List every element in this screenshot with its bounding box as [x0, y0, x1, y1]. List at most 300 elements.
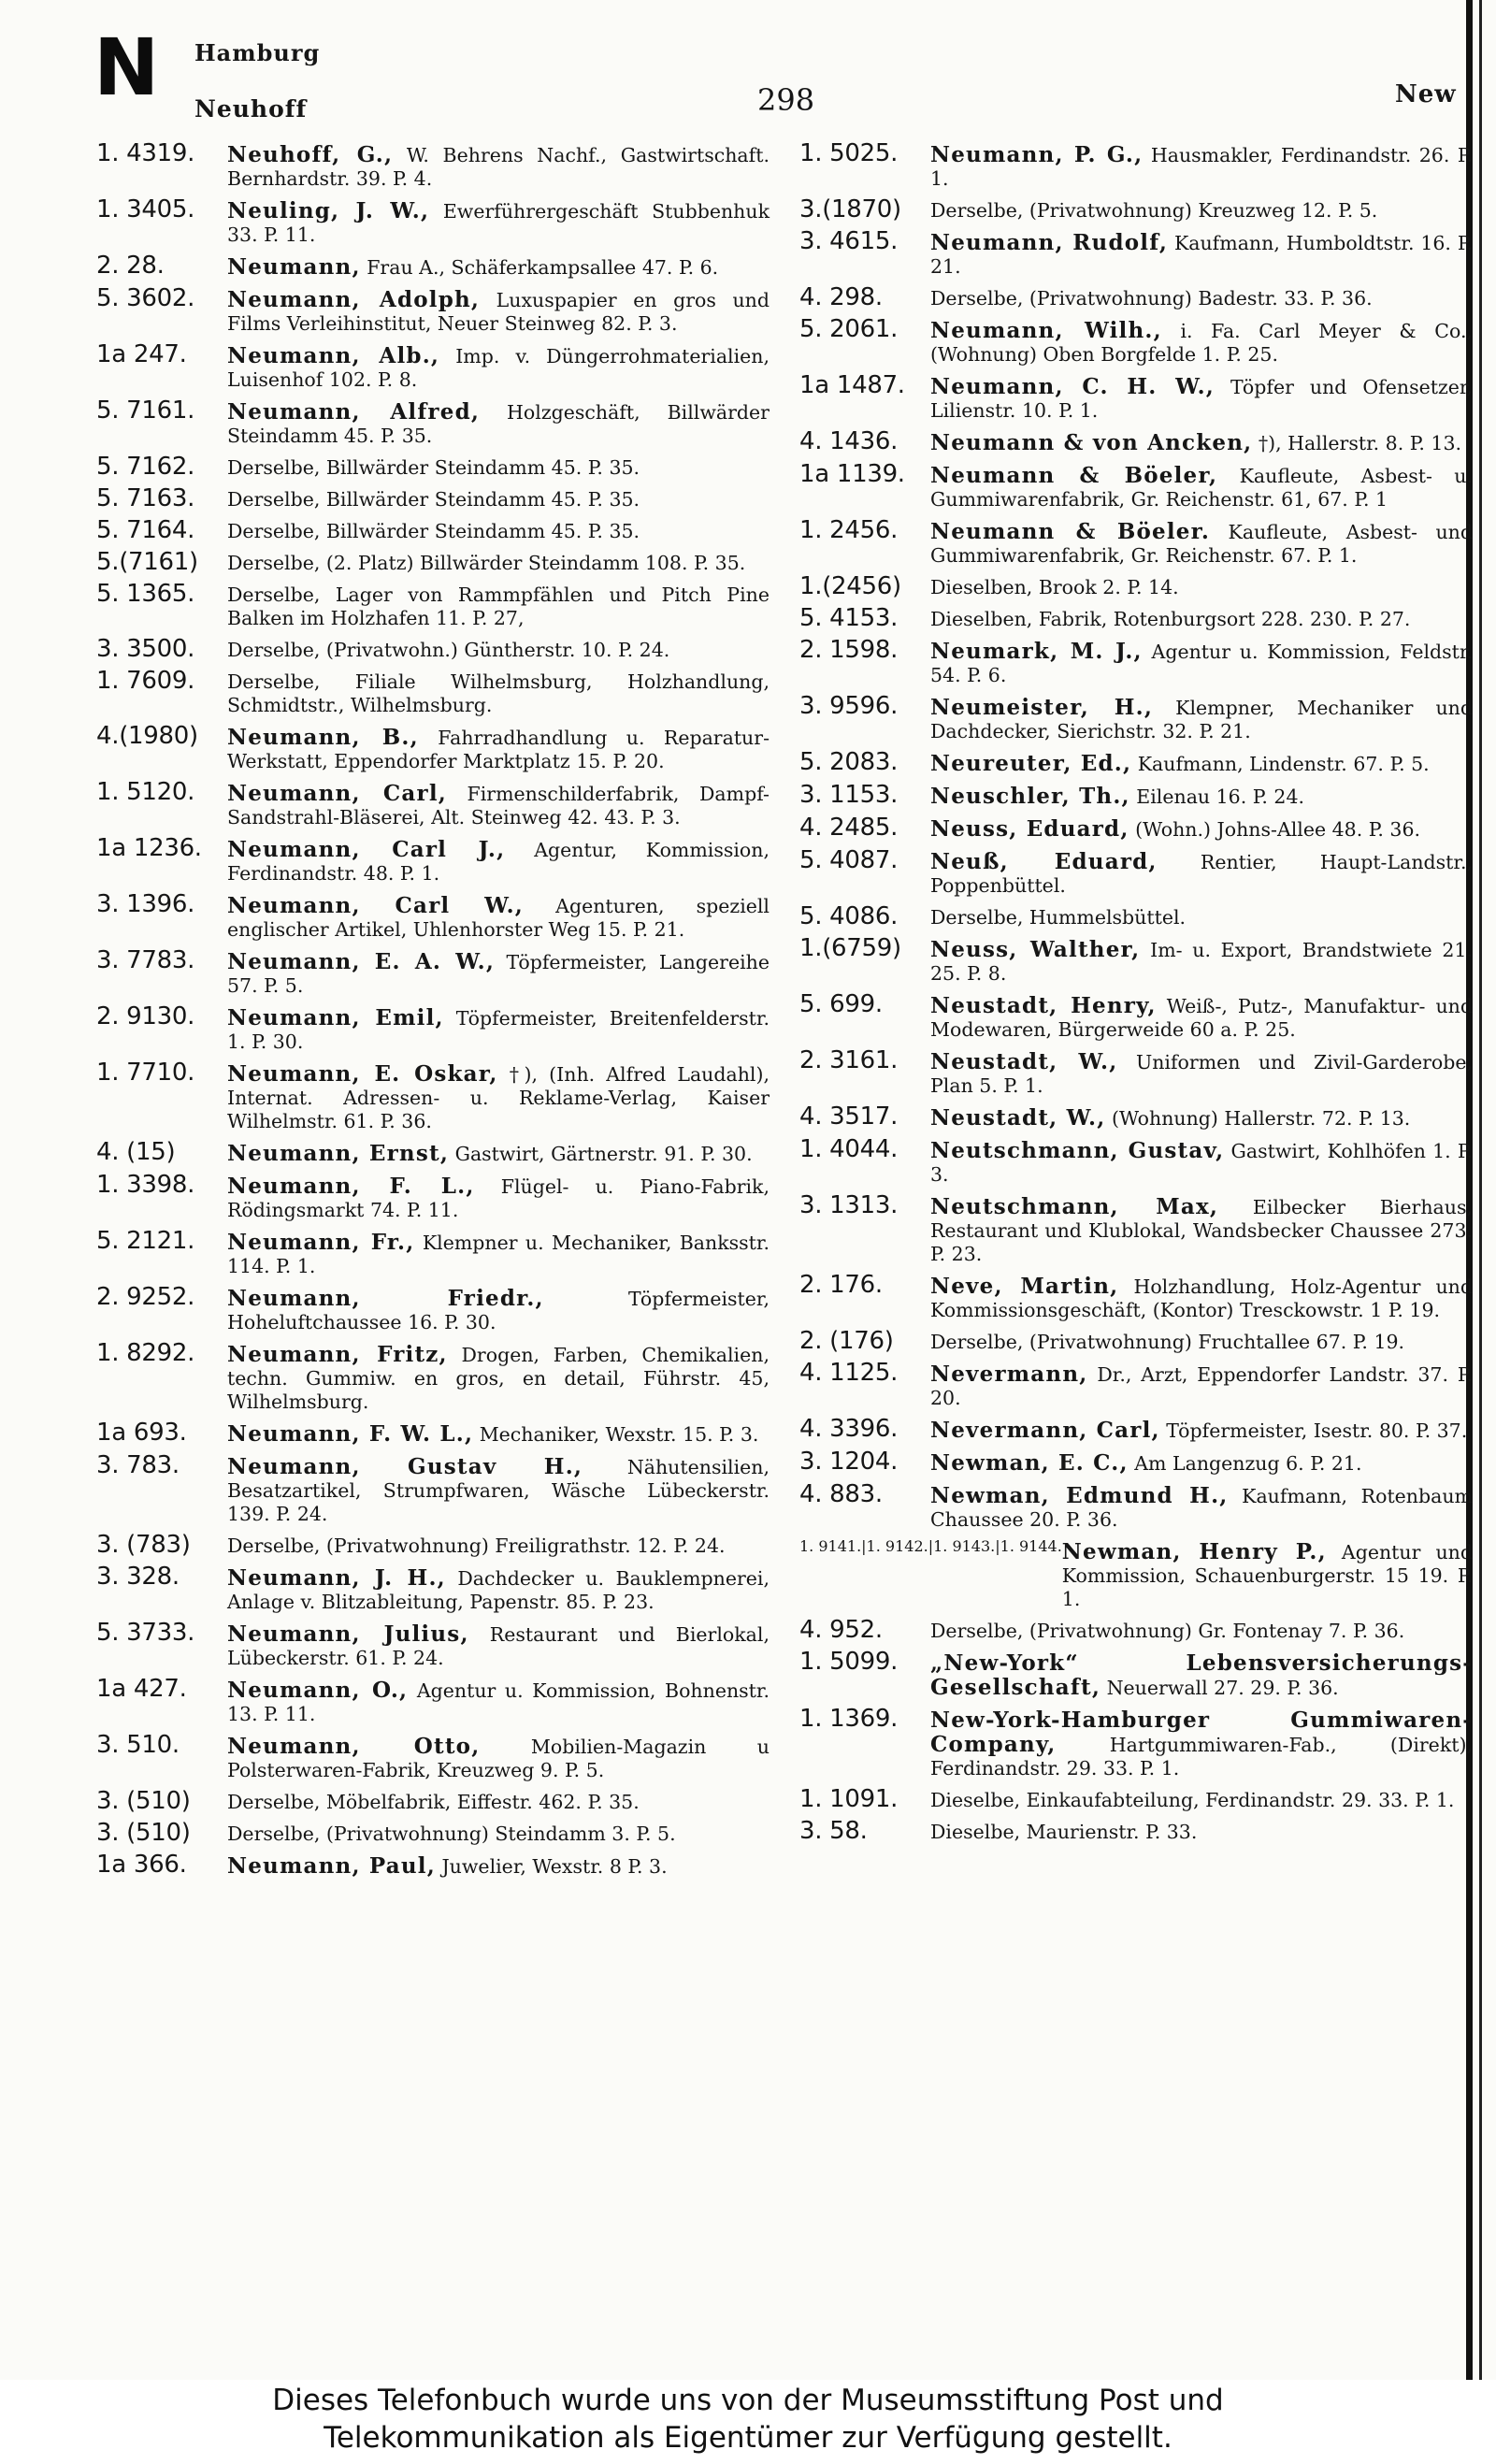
entry-text [227, 252, 770, 280]
phone-number: 1. 4044. [799, 1135, 899, 1163]
subscriber-name: Neumann, O., [227, 1678, 409, 1703]
phone-number: 1. 5120. [96, 778, 195, 806]
directory-entry [96, 1820, 770, 1846]
directory-entry [96, 1003, 770, 1054]
phone-number: 5. 7163. [96, 484, 195, 512]
phone-number: 5. 2061. [799, 315, 899, 343]
phone-number: 5. 4087. [799, 846, 899, 874]
entry-details: Eilenau 16. P. 24. [1136, 785, 1305, 808]
directory-entry [799, 1360, 1473, 1410]
entry-details: Kaufmann, Lindenstr. 67. P. 5. [1137, 753, 1430, 775]
entry-text [930, 847, 1473, 898]
entry-details: Kaufmann, Rotenbaum Chaussee 20. P. 36. [930, 1485, 1473, 1531]
entry-text [227, 1563, 770, 1614]
phone-number: 1. 5099. [799, 1648, 899, 1676]
entry-details: Kaufleute, Asbest- u. Gummiwarenfabrik, Gr. Reichenstr. 61, 67. P. 1 [930, 465, 1473, 511]
subscriber-name: Neumann, Adolph, [227, 287, 481, 312]
phone-number: 5. 7164. [96, 516, 195, 544]
entry-details: Gastwirt, Kohlhöfen 1. P. 3. [930, 1140, 1473, 1186]
subscriber-name: Neumann, F. W. L., [227, 1421, 474, 1447]
directory-entry [799, 1448, 1473, 1476]
phone-number: 3. (510) [96, 1819, 191, 1847]
entry-details: Töpfermeister, Langereihe 57. P. 5. [227, 951, 770, 997]
directory-entry [96, 1732, 770, 1782]
entry-details: Derselbe, (Privatwohnung) Badestr. 33. P. 36. [930, 287, 1373, 310]
entry-text [930, 196, 1473, 223]
entry-details: Firmenschilderfabrik, Dampf-Sandstrahl-Bläserei, Alt. Steinweg 42. 43. P. 3. [227, 783, 770, 829]
entry-text [227, 549, 770, 575]
phone-number: 5. 4086. [799, 902, 899, 930]
phone-number: 5. 1365. [96, 580, 195, 608]
entry-details: Luxuspapier en gros und Films Verleihinstitut, Neuer Steinweg 82. P. 3. [227, 289, 770, 335]
entry-details: Flügel- u. Piano-Fabrik, Rödingsmarkt 74. P. 11. [227, 1175, 770, 1221]
phone-number: 2. 1598. [799, 636, 899, 664]
phone-number: 3. 58. [799, 1817, 868, 1845]
footer-notice [0, 2380, 1496, 2464]
entry-details: Mobilien-Magazin u Polsterwaren-Fabrik, Kreuzweg 9. P. 5. [227, 1736, 770, 1781]
entry-text [930, 228, 1473, 279]
directory-entry [799, 935, 1473, 986]
phone-number: 1. 8292. [96, 1339, 195, 1367]
directory-entry [799, 1416, 1473, 1443]
entry-details: Uniformen und Zivil-Garderobe, Plan 5. P. 1. [930, 1051, 1473, 1097]
entry-text [930, 1328, 1473, 1354]
entry-details: Derselbe, (Privatwohnung) Steindamm 3. P. 5. [227, 1823, 676, 1845]
entry-details: Im- u. Export, Brandstwiete 21. 25. P. 8. [930, 939, 1473, 985]
directory-entry [799, 1103, 1473, 1131]
directory-entry [799, 991, 1473, 1042]
phone-number: 5. 4153. [799, 604, 899, 632]
entry-details: Mechaniker, Wexstr. 15. P. 3. [479, 1423, 759, 1446]
entry-details: Dieselben, Fabrik, Rotenburgsort 228. 230. P. 27. [930, 608, 1411, 630]
entry-details: Derselbe, (Privatwohnung) Freiligrathstr. 12. P. 24. [227, 1535, 726, 1557]
entry-text [227, 1059, 770, 1133]
subscriber-name: Neustadt, W., [930, 1105, 1106, 1131]
directory-entry [96, 1676, 770, 1726]
directory-entry [799, 1481, 1473, 1532]
directory-entry [96, 549, 770, 575]
section-letter: N [94, 22, 160, 113]
entry-text [227, 891, 770, 942]
phone-number: 3. (510) [96, 1787, 191, 1815]
subscriber-name: Nevermann, Carl, [930, 1418, 1160, 1443]
entry-details: Am Langenzug 6. P. 21. [1134, 1452, 1362, 1475]
directory-entry [96, 835, 770, 886]
entry-text [227, 1172, 770, 1222]
directory-entry [799, 1786, 1473, 1812]
entry-text [930, 1360, 1473, 1410]
directory-entry [799, 1617, 1473, 1643]
phone-number: 1a 1236. [96, 834, 202, 862]
directory-entry [799, 140, 1473, 191]
phone-number: 1a 1139. [799, 460, 905, 488]
directory-entry [96, 397, 770, 448]
phone-number: 1. 4319. [96, 139, 195, 167]
entry-text [227, 636, 770, 662]
entry-details: Kaufmann, Humboldtstr. 16. P. 21. [930, 232, 1473, 278]
entry-text [930, 1103, 1473, 1131]
phone-number: 4. 3517. [799, 1102, 899, 1131]
entry-text [227, 485, 770, 512]
phone-number: 3.(1870) [799, 195, 901, 223]
entry-text [930, 749, 1473, 776]
subscriber-name: Neumann, Otto, [227, 1734, 481, 1759]
entry-text [930, 814, 1473, 842]
entry-text [227, 1419, 770, 1447]
entry-details: Dieselbe, Maurienstr. P. 33. [930, 1821, 1198, 1843]
entry-text [227, 196, 770, 247]
directory-entry [799, 517, 1473, 568]
entry-details: Hartgummiwaren-Fab., (Direkt), Ferdinandstr. 29. 33. P. 1. [930, 1734, 1473, 1780]
phone-number: 1. 3405. [96, 195, 195, 223]
entry-text [930, 316, 1473, 367]
phone-number: 1. 1369. [799, 1705, 899, 1733]
subscriber-name: Neumann, P. G., [930, 142, 1144, 167]
entry-text [930, 1416, 1473, 1443]
subscriber-name: Neumeister, H., [930, 695, 1154, 720]
entry-details: Klempner, Mechaniker und Dachdecker, Sierichstr. 32. P. 21. [930, 697, 1473, 742]
phone-number: 3. 7783. [96, 946, 195, 974]
entry-details: Derselbe, Billwärder Steindamm 45. P. 35. [227, 488, 640, 511]
phone-number: 4. 952. [799, 1616, 883, 1644]
phone-number: 1. 9141.|1. 9142.|1. 9143.|1. 9144. [799, 1537, 1062, 1555]
entry-details: Töpfer und Ofensetzer, Lilienstr. 10. P. 1. [930, 376, 1473, 422]
entry-details: Agentur und Kommission, Schauenburgerstr. 15 19. P. 1. [1061, 1541, 1473, 1610]
entry-text [227, 1003, 770, 1054]
entry-details: Derselbe, Hummelsbüttel. [930, 906, 1187, 929]
entry-text [930, 1136, 1473, 1187]
entry-details: Derselbe, Lager von Rammpfählen und Pitch Pine Balken im Holzhafen 11. P. 27, [227, 584, 770, 629]
subscriber-name: Neutschmann, Gustav, [930, 1138, 1225, 1163]
entry-text [930, 903, 1473, 929]
directory-entry [96, 947, 770, 998]
entry-details: Derselbe, (Privatwohnung) Kreuzweg 12. P. 5. [930, 199, 1378, 222]
entry-text [930, 284, 1473, 310]
header-first-entry: Neuhoff [194, 95, 308, 122]
entry-text [227, 1452, 770, 1526]
directory-entry [96, 196, 770, 247]
phone-number: 1a 366. [96, 1851, 187, 1879]
phone-number: 4. 298. [799, 283, 883, 311]
directory-entry [96, 1852, 770, 1879]
phone-number: 4. 883. [799, 1480, 883, 1508]
entry-text [227, 1228, 770, 1278]
footer-line-2: Telekommunikation als Eigentümer zur Verfügung gestellt. [324, 2421, 1172, 2455]
subscriber-name: „New-York“ Lebensversicherungs-Gesellschaft, [930, 1650, 1473, 1700]
subscriber-name: Neve, Martin, [930, 1274, 1119, 1299]
phone-number: 1a 1487. [799, 371, 905, 399]
subscriber-name: Neumann, Fritz, [227, 1342, 448, 1367]
subscriber-name: Neumann, Carl, [227, 781, 447, 806]
entry-details: (Wohn.) Johns-Allee 48. P. 36. [1135, 818, 1421, 841]
directory-entry [96, 636, 770, 662]
subscriber-name: Neuschler, Th., [930, 784, 1130, 809]
entry-text [227, 1620, 770, 1670]
entry-text [227, 517, 770, 543]
footer-line-1: Dieses Telefonbuch wurde uns von der Museumsstiftung Post und [272, 2384, 1224, 2417]
subscriber-name: Neumann, Carl W., [227, 893, 525, 918]
subscriber-name: Newman, Henry P., [1061, 1539, 1327, 1564]
entry-details: Töpfermeister, Breitenfelderstr. 1. P. 30. [227, 1007, 770, 1053]
entry-details: Derselbe, Filiale Wilhelmsburg, Holzhandlung, Schmidtstr., Wilhelmsburg. [227, 670, 770, 716]
entry-text [930, 693, 1473, 743]
directory-entry [96, 1139, 770, 1166]
entry-details: Kaufleute, Asbest- und Gummiwarenfabrik, Gr. Reichenstr. 67. P. 1. [930, 521, 1473, 567]
entry-details: Rentier, Haupt-Landstr., Poppenbüttel. [930, 851, 1473, 897]
phone-number: 5. 2121. [96, 1227, 195, 1255]
directory-entry [799, 1328, 1473, 1354]
directory-entry [96, 517, 770, 543]
phone-number: 2. (176) [799, 1327, 894, 1355]
entry-text [930, 1649, 1473, 1700]
phone-number: 5. 7162. [96, 453, 195, 481]
entry-text [227, 1788, 770, 1814]
directory-entry [799, 782, 1473, 809]
phone-number: 5. 7161. [96, 396, 195, 425]
entry-details: i. Fa. Carl Meyer & Co., (Wohnung) Oben Borgfelde 1. P. 25. [930, 320, 1473, 366]
entry-details: Hausmakler, Ferdinandstr. 26. P. 1. [930, 144, 1473, 190]
entry-text [227, 1732, 770, 1782]
directory-entry [96, 779, 770, 829]
entry-text [930, 1047, 1473, 1098]
phone-number: 1a 247. [96, 340, 187, 368]
entry-text [227, 581, 770, 630]
entry-details: Drogen, Farben, Chemikalien, techn. Gummiw. en gros, en detail, Führstr. 45, Wilhelmsburg. [227, 1344, 770, 1413]
phone-number: 5. 699. [799, 990, 883, 1018]
entry-details: Dachdecker u. Bauklempnerei, Anlage v. Blitzableitung, Papenstr. 85. P. 23. [227, 1567, 770, 1613]
directory-entry [96, 140, 770, 191]
phone-number: 1.(2456) [799, 572, 901, 600]
entry-text [227, 835, 770, 886]
phone-number: 3. 1204. [799, 1448, 899, 1476]
entry-text [227, 341, 770, 392]
entry-details: Agentur u. Kommission, Feldstr. 54. P. 6. [930, 641, 1473, 686]
phone-number: 1. 3398. [96, 1171, 195, 1199]
entry-text [227, 285, 770, 336]
entry-text [227, 1820, 770, 1846]
entry-details: Derselbe, Billwärder Steindamm 45. P. 35. [227, 520, 640, 542]
phone-number: 5. 3733. [96, 1619, 195, 1647]
entry-details: Restaurant und Bierlokal, Lübeckerstr. 61. P. 24. [227, 1623, 770, 1669]
entry-details: Nähutensilien, Besatzartikel, Strumpfwaren, Wäsche Lübeckerstr. 139. P. 24. [227, 1456, 770, 1525]
phone-number: 2. 28. [96, 252, 165, 280]
phone-number: 3. 1313. [799, 1191, 899, 1219]
phone-number: 4. 3396. [799, 1415, 899, 1443]
phone-number: 3. 9596. [799, 692, 899, 720]
entry-text [227, 454, 770, 480]
subscriber-name: Neumann, Ernst, [227, 1141, 450, 1166]
directory-entry [799, 749, 1473, 776]
entry-details: Töpfermeister, Isestr. 80. P. 37. [1166, 1419, 1468, 1442]
entry-text [930, 637, 1473, 687]
entry-text [930, 1192, 1473, 1266]
directory-entry [96, 1620, 770, 1670]
entry-text [227, 947, 770, 998]
directory-entry [799, 196, 1473, 223]
subscriber-name: Neumann & Böeler. [930, 519, 1211, 544]
entry-details: Juwelier, Wexstr. 8 P. 3. [441, 1855, 668, 1878]
phone-number: 3. 783. [96, 1451, 180, 1479]
entry-details: Ewerführergeschäft Stubbenhuk 33. P. 11. [227, 200, 770, 246]
directory-entry [799, 1272, 1473, 1322]
entry-text [930, 991, 1473, 1042]
subscriber-name: New-York-Hamburger Gummiwaren-Company, [930, 1708, 1473, 1757]
directory-entry [799, 1047, 1473, 1098]
directory-entry [799, 428, 1473, 455]
entry-text [930, 1617, 1473, 1643]
subscriber-name: Neuß, Eduard, [930, 849, 1158, 874]
subscriber-name: Neumann, [227, 254, 361, 280]
entry-text [227, 723, 770, 773]
directory-entry [96, 285, 770, 336]
phone-number: 3. 328. [96, 1563, 180, 1591]
directory-entry [96, 1228, 770, 1278]
phone-number: 4. (15) [96, 1138, 176, 1166]
directory-entry [96, 1452, 770, 1526]
entry-text [227, 140, 770, 191]
entry-text [930, 782, 1473, 809]
directory-entry [96, 1563, 770, 1614]
entry-text [930, 573, 1473, 599]
entry-details: Frau A., Schäferkampsallee 47. P. 6. [367, 256, 719, 279]
subscriber-name: Neumann, Alb., [227, 343, 440, 368]
directory-entry [799, 605, 1473, 631]
entry-text [227, 1340, 770, 1414]
directory-entry [96, 723, 770, 773]
phone-number: 3. (783) [96, 1531, 191, 1559]
directory-entry [96, 1419, 770, 1447]
directory-entry [799, 316, 1473, 367]
entry-details: W. Behrens Nachf., Gastwirtschaft. Bernhardstr. 39. P. 4. [227, 144, 770, 190]
phone-number: 3. 4615. [799, 227, 899, 255]
subscriber-name: Neustadt, W., [930, 1049, 1118, 1074]
directory-entry [799, 847, 1473, 898]
phone-number: 1. 7710. [96, 1059, 195, 1087]
subscriber-name: Newman, E. C., [930, 1450, 1129, 1476]
directory-entry [96, 1532, 770, 1558]
subscriber-name: Neutschmann, Max, [930, 1194, 1219, 1219]
subscriber-name: Neumann, Gustav H., [227, 1454, 583, 1479]
subscriber-name: Nevermann, [930, 1362, 1088, 1387]
phone-number: 1. 2456. [799, 516, 899, 544]
subscriber-name: Neuhoff, G., [227, 142, 394, 167]
phone-number: 4. 1125. [799, 1359, 899, 1387]
entry-text [1062, 1537, 1473, 1611]
phone-number: 2. 9130. [96, 1002, 195, 1030]
entry-text [930, 1786, 1473, 1812]
page-edge-inner [1479, 0, 1482, 2380]
subscriber-name: Neumann, E. A. W., [227, 949, 496, 974]
entry-details: Imp. v. Düngerrohmaterialien, Luisenhof 102. P. 8. [227, 345, 770, 391]
directory-entry [799, 573, 1473, 599]
entry-text [227, 1532, 770, 1558]
phone-number: 1. 7609. [96, 667, 195, 695]
subscriber-name: Neumann, B., [227, 725, 419, 750]
subscriber-name: Neumann, Paul, [227, 1853, 436, 1879]
directory-entry [799, 228, 1473, 279]
entry-details: †), Hallerstr. 8. P. 13. [1258, 432, 1462, 454]
subscriber-name: Neumann, Carl J., [227, 837, 506, 862]
directory-entry [799, 814, 1473, 842]
subscriber-name: Neumann, J. H., [227, 1565, 446, 1591]
subscriber-name: Neumann, C. H. W., [930, 374, 1216, 399]
phone-number: 1. 1091. [799, 1785, 899, 1813]
directory-entry [799, 637, 1473, 687]
directory-entry [96, 252, 770, 280]
entry-text [227, 1139, 770, 1166]
directory-entry [799, 1537, 1473, 1611]
directory-entry [799, 1818, 1473, 1844]
phone-number: 3. 1153. [799, 781, 899, 809]
subscriber-name: Neumann, Julius, [227, 1621, 469, 1647]
entry-details: Gastwirt, Gärtnerstr. 91. P. 30. [454, 1143, 753, 1165]
entry-details: Dieselben, Brook 2. P. 14. [930, 576, 1179, 598]
subscriber-name: Neumann, Emil, [227, 1005, 444, 1030]
entry-details: Agentur, Kommission, Ferdinandstr. 48. P. 1. [227, 839, 770, 885]
phone-number: 3. 1396. [96, 890, 195, 918]
right-column [799, 140, 1473, 1850]
directory-entry [96, 1172, 770, 1222]
entry-text [227, 1284, 770, 1334]
entry-text [930, 1481, 1473, 1532]
entry-text [930, 1448, 1473, 1476]
directory-entry [96, 1788, 770, 1814]
subscriber-name: Neumark, M. J., [930, 639, 1143, 664]
subscriber-name: Neumann, Friedr., [227, 1286, 544, 1311]
entry-details: Derselbe, (Privatwohnung) Gr. Fontenay 7. P. 36. [930, 1620, 1405, 1642]
entry-text [930, 935, 1473, 986]
entry-details: Fahrradhandlung u. Reparatur-Werkstatt, Eppendorfer Marktplatz 15. P. 20. [227, 727, 770, 772]
directory-entry [799, 693, 1473, 743]
entry-details: Derselbe, (2. Platz) Billwärder Steindamm 108. P. 35. [227, 552, 746, 574]
phone-number: 1.(6759) [799, 934, 901, 962]
entry-details: Derselbe, (Privatwohn.) Güntherstr. 10. P. 24. [227, 639, 670, 661]
entry-details: (Wohnung) Hallerstr. 72. P. 13. [1111, 1107, 1411, 1130]
directory-entry [799, 1706, 1473, 1780]
header-city: Hamburg [194, 39, 321, 66]
subscriber-name: Neumann, Alfred, [227, 399, 481, 425]
phone-number: 4. 1436. [799, 427, 899, 455]
entry-details: Derselbe, (Privatwohnung) Fruchtallee 67. P. 19. [930, 1331, 1405, 1353]
entry-details: Holzhandlung, Holz-Agentur und Kommissionsgeschäft, (Kontor) Tresckowstr. 1 P. 19. [930, 1275, 1473, 1321]
subscriber-name: Neuling, J. W., [227, 198, 430, 223]
entry-details: Derselbe, Billwärder Steindamm 45. P. 35. [227, 456, 640, 479]
phone-number: 3. 3500. [96, 635, 195, 663]
left-column [96, 140, 770, 1884]
phone-number: 2. 3161. [799, 1046, 899, 1074]
entry-details: Töpfermeister, Hoheluftchaussee 16. P. 30. [227, 1288, 770, 1333]
entry-details: Dieselbe, Einkaufabteilung, Ferdinandstr. 29. 33. P. 1. [930, 1789, 1455, 1811]
directory-entry [96, 668, 770, 717]
phone-number: 4.(1980) [96, 722, 198, 750]
directory-entry [96, 1284, 770, 1334]
directory-entry [96, 891, 770, 942]
subscriber-name: Neuss, Walther, [930, 937, 1141, 962]
entry-details: †), (Inh. Alfred Laudahl), Internat. Adressen- u. Reklame-Verlag, Kaiser Wilhelmstr. 61. P. 36. [227, 1063, 770, 1132]
entry-text [930, 1706, 1473, 1780]
entry-details: Agentur u. Kommission, Bohnenstr. 13. P. 11. [227, 1679, 770, 1725]
directory-entry [96, 454, 770, 480]
subscriber-name: Neumann, E. Oskar, [227, 1061, 498, 1087]
phone-number: 1a 693. [96, 1419, 187, 1447]
directory-entry [799, 903, 1473, 929]
directory-entry [96, 341, 770, 392]
header-last-entry: New [1395, 80, 1457, 108]
entry-details: Klempner u. Mechaniker, Banksstr. 114. P. 1. [227, 1232, 770, 1277]
directory-entry [96, 1059, 770, 1133]
entry-text [930, 461, 1473, 512]
directory-entry [799, 284, 1473, 310]
